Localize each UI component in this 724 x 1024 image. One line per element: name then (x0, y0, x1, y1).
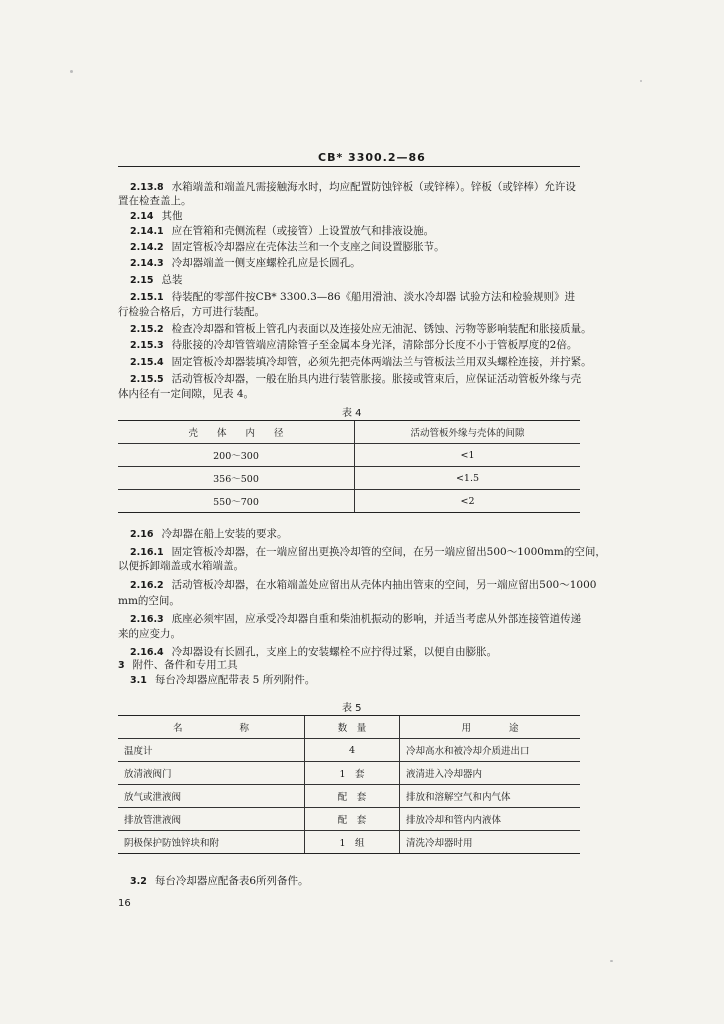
text-line (118, 559, 244, 573)
clause-number: 2.16 (130, 529, 154, 540)
clause-text: 水箱端盖和端盖凡需接触海水时，均应配置防蚀锌板（或锌棒）。锌板（或锌棒）允许设 (171, 181, 576, 193)
text-line (130, 322, 592, 337)
clause-number: 2.16.3 (130, 614, 164, 625)
table-row (118, 785, 580, 808)
text-line (130, 240, 445, 255)
table-cell: 排放管泄液阀 (118, 808, 305, 831)
clause-number: 3 (118, 660, 125, 671)
text-line (130, 180, 576, 195)
clause-number: 2.15.3 (130, 340, 164, 351)
text-line (130, 338, 577, 353)
table-row (118, 467, 580, 490)
clause-text: 来的应变力。 (118, 628, 181, 640)
document-header: CB* 3300.2—86 (318, 151, 426, 164)
clause-number: 2.14.1 (130, 226, 164, 237)
clause-number: 2.14 (130, 211, 154, 222)
text-line (130, 355, 592, 370)
table-cell: 356～500 (118, 467, 355, 490)
clause-text: 待装配的零部件按CB* 3300.3—86《船用滑油、淡水冷却器 试验方法和检验规则》进 (171, 291, 575, 303)
text-line (130, 273, 182, 288)
text-line (118, 194, 192, 208)
text-line (130, 874, 309, 889)
table-row (118, 739, 580, 762)
text-line (118, 627, 181, 641)
table-cell: 排放和溶解空气和内气体 (400, 785, 581, 808)
clause-number: 2.15.5 (130, 374, 164, 385)
text-line (130, 224, 434, 239)
table-cell: <1.5 (355, 467, 581, 490)
table5 (118, 715, 580, 854)
table-cell: 排放冷却和管内内液体 (400, 808, 581, 831)
clause-text: 冷却器在船上安装的要求。 (161, 528, 288, 540)
clause-number: 2.13.8 (130, 182, 164, 193)
clause-text: 固定管板冷却器，在一端应留出更换冷却管的空间，在另一端应留出500～1000mm的空间， (171, 546, 606, 558)
clause-text: 置在检查盖上。 (118, 195, 192, 207)
table-cell: 550～700 (118, 490, 355, 513)
clause-text: 固定管板冷却器应在壳体法兰和一个支座之间设置膨胀节。 (171, 241, 445, 253)
table5-header: 用 途 (400, 716, 581, 739)
text-line (130, 578, 596, 593)
clause-number: 3.2 (130, 876, 147, 887)
clause-text: mm的空间。 (118, 595, 180, 607)
table4 (118, 420, 580, 513)
clause-text: 以便拆卸端盖或水箱端盖。 (118, 560, 244, 572)
table-cell: 200～300 (118, 444, 355, 467)
clause-number: 2.15.4 (130, 357, 164, 368)
page-number: 16 (118, 898, 131, 909)
table4-header: 壳 体 内 径 (118, 421, 355, 444)
header-rule (118, 166, 580, 167)
clause-number: 2.16.4 (130, 647, 164, 658)
scan-speck (640, 80, 642, 82)
clause-text: 活动管板冷却器，在水箱端盖处应留出从壳体内抽出管束的空间，另一端应留出500～1000 (171, 579, 597, 591)
text-line (130, 290, 575, 305)
text-line (118, 387, 254, 401)
text-line (130, 673, 315, 688)
clause-text: 冷却器设有长圆孔，支座上的安装螺栓不应拧得过紧，以便自由膨胀。 (171, 646, 498, 658)
table-cell: 液清进入冷却器内 (400, 762, 581, 785)
text-line (130, 256, 361, 271)
text-line (118, 594, 180, 608)
table-row (118, 444, 580, 467)
table-cell: 配 套 (305, 785, 400, 808)
clause-text: 固定管板冷却器装填冷却管，必须先把壳体两端法兰与管板法兰用双头螺栓连接，并拧紧。 (171, 356, 592, 368)
clause-text: 待胀接的冷却管管端应清除管子至金属本身光泽，清除部分长度不小于管板厚度的2倍。 (171, 339, 578, 351)
table-cell: <1 (355, 444, 581, 467)
table5-caption: 表 5 (342, 703, 362, 714)
table-row (118, 831, 580, 854)
text-line (130, 527, 287, 542)
clause-number: 2.15.1 (130, 292, 164, 303)
scan-speck (610, 960, 613, 962)
text-line (130, 612, 581, 627)
clause-text: 体内径有一定间隙，见表 4。 (118, 388, 255, 400)
clause-number: 3.1 (130, 675, 147, 686)
table-row (118, 490, 580, 513)
text-line (130, 209, 182, 224)
table-cell: 1 组 (305, 831, 400, 854)
clause-text: 检查冷却器和管板上管孔内表面以及连接处应无油泥、锈蚀、污物等影响装配和胀接质量。 (171, 323, 592, 335)
table-row (118, 762, 580, 785)
text-line (130, 545, 606, 560)
clause-text: 每台冷却器应配备表6所列备件。 (154, 875, 309, 887)
text-line (130, 372, 581, 387)
clause-number: 2.14.3 (130, 258, 164, 269)
clause-text: 冷却器端盖一侧支座螺栓孔应是长圆孔。 (171, 257, 361, 269)
table-row (118, 808, 580, 831)
table-cell: <2 (355, 490, 581, 513)
clause-number: 2.16.2 (130, 580, 164, 591)
table-cell: 冷却高水和被冷却介质进出口 (400, 739, 581, 762)
table5-header: 数 量 (305, 716, 400, 739)
clause-text: 活动管板冷却器，一般在胎具内进行装管胀接。胀接或管束后，应保证活动管板外缘与壳 (171, 373, 582, 385)
table5-header: 名 称 (118, 716, 305, 739)
clause-text: 附件、备件和专用工具 (132, 659, 238, 671)
text-line (118, 658, 238, 673)
clause-number: 2.15.2 (130, 324, 164, 335)
table-cell: 配 套 (305, 808, 400, 831)
clause-number: 2.14.2 (130, 242, 164, 253)
clause-number: 2.16.1 (130, 547, 164, 558)
table-cell: 阴极保护防蚀锌块和附 (118, 831, 305, 854)
clause-text: 其他 (161, 210, 183, 222)
text-line (118, 305, 265, 319)
table4-header: 活动管板外缘与壳体的间隙 (355, 421, 581, 444)
clause-text: 每台冷却器应配带表 5 所列附件。 (154, 674, 316, 686)
clause-text: 总装 (161, 274, 183, 286)
table-cell: 温度计 (118, 739, 305, 762)
scan-speck (70, 70, 73, 73)
table-cell: 清洗冷却器时用 (400, 831, 581, 854)
clause-text: 应在管箱和壳侧流程（或接管）上设置放气和排液设施。 (171, 225, 435, 237)
table-cell: 4 (305, 739, 400, 762)
table-cell: 1 套 (305, 762, 400, 785)
clause-text: 行检验合格后，方可进行装配。 (118, 306, 265, 318)
clause-number: 2.15 (130, 275, 154, 286)
table-cell: 放气或泄液阀 (118, 785, 305, 808)
clause-text: 底座必须牢固，应承受冷却器自重和柴油机振动的影响，并适当考虑从外部连接管道传递 (171, 613, 582, 625)
table4-caption: 表 4 (342, 408, 362, 419)
table-cell: 放清液阀门 (118, 762, 305, 785)
